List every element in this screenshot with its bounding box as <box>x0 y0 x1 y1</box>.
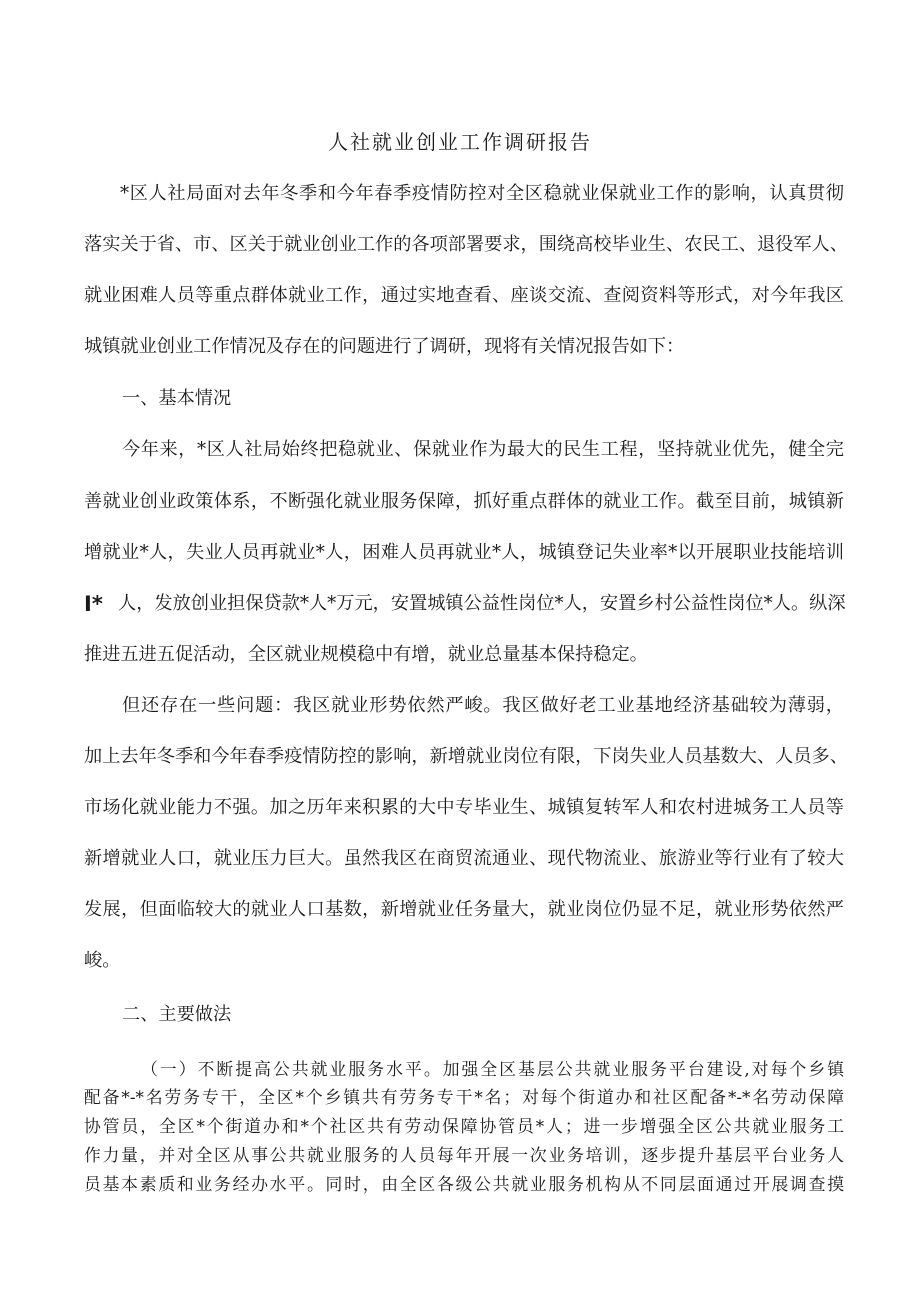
text-fragment <box>84 590 118 620</box>
text-line: 推进五进五促活动，全区就业规模稳中有增，就业总量基本保持稳定。 <box>84 644 648 665</box>
text-line: 但还存在一些问题：我区就业形势依然严峻。我区做好老工业基地经济基础较为薄弱， <box>122 695 844 716</box>
text-line: *区人社局面对去年冬季和今年春季疫情防控对全区稳就业保就业工作的影响，认真贯彻 <box>120 183 844 204</box>
text-line: 加上去年冬季和今年春季疫情防控的影响，新增就业岗位有限，下岗失业人员基数大、人员多、 <box>84 746 848 767</box>
text-line: 员基本素质和业务经办水平。同时，由全区各级公共就业服务机构从不同层面通过开展调查摸 <box>84 1174 844 1194</box>
text-line: 市场化就业能力不强。加之历年来积累的大中专毕业生、城镇复转军人和农村进城务工人员等 <box>84 797 844 818</box>
text-line: 落实关于省、市、区关于就业创业工作的各项部署要求，围绕高校毕业生、农民工、退役军人、 <box>84 234 848 255</box>
text-line: （一）不断提高公共就业服务水平。加强全区基层公共就业服务平台建设,对每个乡镇 <box>141 1059 844 1079</box>
text-mark: I* <box>84 592 103 616</box>
document-title: 人社就业创业工作调研报告 <box>328 130 592 154</box>
text-line: 善就业创业政策体系，不断强化就业服务保障，抓好重点群体的就业工作。截至目前，城镇新 <box>84 491 844 512</box>
text-line: 发展，但面临较大的就业人口基数，新增就业任务量大，就业岗位仍显不足，就业形势依然严 <box>84 899 844 920</box>
text-line: 人，发放创业担保贷款*人*万元，安置城镇公益性岗位*人，安置乡村公益性岗位*人。纵深 <box>118 593 846 614</box>
text-line: 新增就业人口，就业压力巨大。虽然我区在商贸流通业、现代物流业、旅游业等行业有了较大 <box>84 848 844 869</box>
text-line: 协管员，全区*个街道办和*个社区共有劳动保障协管员*人；进一步增强全区公共就业服务工 <box>84 1116 844 1136</box>
text-line: 峻。 <box>84 950 121 971</box>
text-line: 作力量，并对全区从事公共就业服务的人员每年开展一次业务培训，逐步提升基层平台业务人 <box>84 1145 844 1165</box>
section-heading-practices: 二、主要做法 <box>122 1004 232 1025</box>
text-line: 城镇就业创业工作情况及存在的问题进行了调研，现将有关情况报告如下： <box>84 336 685 357</box>
section-heading-basic: 一、基本情况 <box>122 388 232 409</box>
text-line: 就业困难人员等重点群体就业工作，通过实地查看、座谈交流、查阅资料等形式，对今年我区 <box>84 285 844 306</box>
text-line: 配备*-*名劳务专干，全区*个乡镇共有劳务专干*名；对每个街道办和社区配备*-*名劳动保障 <box>84 1087 844 1107</box>
text-line: 增就业*人，失业人员再就业*人，困难人员再就业*人，城镇登记失业率*以开展职业技能培训 <box>84 542 844 563</box>
text-line: 今年来，*区人社局始终把稳就业、保就业作为最大的民生工程，坚持就业优先，健全完 <box>122 439 844 460</box>
